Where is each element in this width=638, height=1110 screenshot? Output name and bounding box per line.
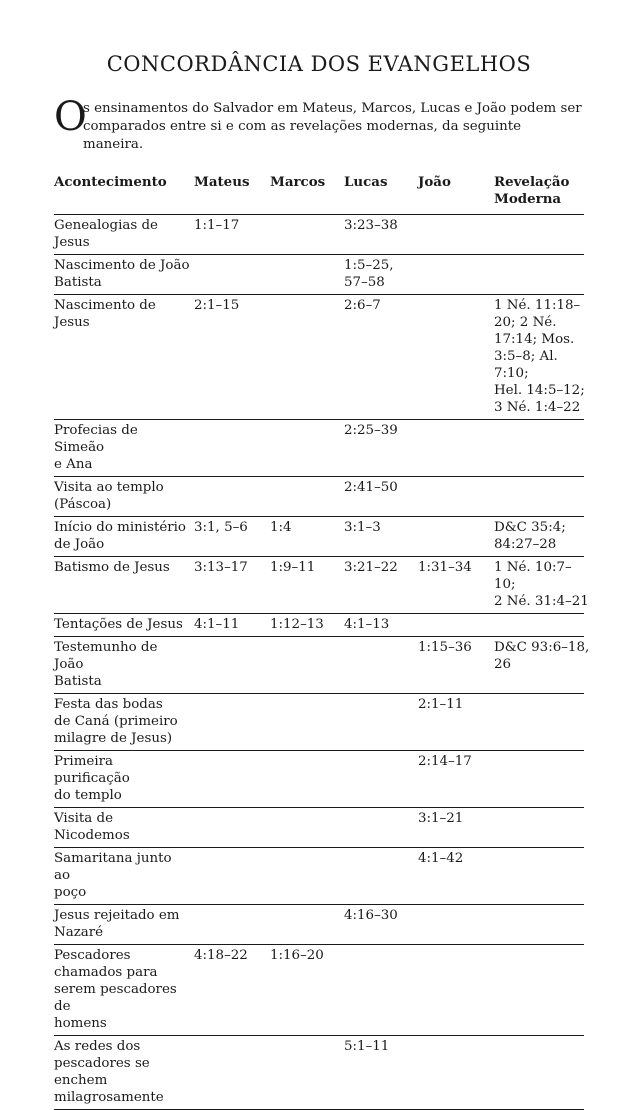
header-joao: João: [418, 174, 451, 190]
header-marcos: Marcos: [270, 174, 326, 190]
cell-acontecimento: Nascimento de Jesus: [54, 298, 156, 330]
cell-revelacao: [494, 850, 592, 901]
cell-marcos: 1:4: [270, 520, 292, 535]
cell-mateus: [194, 907, 270, 941]
cell-revelacao: [494, 616, 592, 633]
table-row: [54, 945, 584, 1036]
cell-mateus: 4:1–11: [194, 617, 240, 632]
table-row: [54, 517, 584, 557]
cell-revelacao: 1 Né. 11:18– 20; 2 Né. 17:14; Mos. 3:5–8; Al. 7:10; Hel. 14:5–12; 3 Né. 1:4–22: [494, 298, 585, 415]
cell-joao: 3:1–21: [418, 811, 464, 826]
cell-lucas: [344, 753, 418, 804]
cell-revelacao: [494, 479, 592, 513]
cell-mateus: 1:1–17: [194, 218, 240, 233]
table-header: [54, 174, 584, 215]
cell-lucas: 2:25–39: [344, 423, 398, 438]
header-revelacao-moderna: Revelação Moderna: [494, 174, 570, 207]
cell-marcos: [270, 257, 344, 291]
cell-lucas: 3:1–3: [344, 520, 381, 535]
cell-lucas: [344, 696, 418, 747]
table-row: [54, 255, 584, 295]
cell-marcos: [270, 696, 344, 747]
table-row: [54, 557, 589, 614]
page: [54, 0, 590, 1110]
cell-acontecimento: Visita de Nicodemos: [54, 811, 130, 843]
table-row: [54, 637, 590, 694]
cell-joao: 1:15–36: [418, 640, 472, 655]
table-row: [54, 477, 584, 517]
cell-marcos: [270, 479, 344, 513]
cell-lucas: 2:6–7: [344, 298, 381, 313]
cell-marcos: [270, 422, 344, 473]
cell-mateus: 3:1, 5–6: [194, 520, 248, 535]
cell-revelacao: [494, 810, 592, 844]
table-row: [54, 808, 584, 848]
cell-acontecimento: Profecias de Simeão e Ana: [54, 423, 138, 472]
cell-joao: [418, 519, 494, 553]
cell-revelacao: D&C 35:4; 84:27–28: [494, 520, 566, 552]
table-row: [54, 1036, 584, 1110]
table-row: [54, 614, 584, 637]
table-row: [54, 751, 584, 808]
cell-lucas: 5:1–11: [344, 1039, 390, 1054]
drop-cap: O: [54, 94, 87, 140]
cell-revelacao: 1 Né. 10:7–10; 2 Né. 31:4–21: [494, 560, 589, 609]
cell-revelacao: [494, 217, 592, 251]
page-title: CONCORDÂNCIA DOS EVANGELHOS: [106, 52, 532, 76]
cell-marcos: [270, 217, 344, 251]
cell-marcos: [270, 850, 344, 901]
cell-mateus: [194, 479, 270, 513]
header-acontecimento: Acontecimento: [54, 174, 167, 190]
table-row: [54, 848, 584, 905]
cell-marcos: [270, 753, 344, 804]
cell-acontecimento: Tentações de Jesus: [54, 617, 183, 632]
cell-acontecimento: Nascimento de João Batista: [54, 258, 190, 290]
cell-marcos: 1:9–11: [270, 560, 316, 575]
cell-joao: 2:14–17: [418, 754, 472, 769]
cell-lucas: 4:16–30: [344, 908, 398, 923]
cell-acontecimento: Testemunho de João Batista: [54, 640, 158, 689]
cell-joao: [418, 257, 494, 291]
cell-acontecimento: Genealogias de Jesus: [54, 218, 158, 250]
cell-joao: [418, 297, 494, 416]
cell-mateus: [194, 422, 270, 473]
cell-lucas: [344, 947, 418, 1032]
cell-joao: [418, 1038, 494, 1106]
cell-revelacao: [494, 1038, 592, 1106]
table-body: [54, 215, 590, 1110]
cell-mateus: [194, 1038, 270, 1106]
cell-acontecimento: Batismo de Jesus: [54, 560, 170, 575]
table-row: [54, 295, 584, 420]
cell-mateus: 3:13–17: [194, 560, 248, 575]
cell-joao: [418, 616, 494, 633]
table-row: [54, 694, 584, 751]
cell-joao: [418, 479, 494, 513]
cell-revelacao: [494, 947, 592, 1032]
cell-acontecimento: Visita ao templo (Páscoa): [54, 480, 164, 512]
cell-revelacao: [494, 422, 592, 473]
cell-acontecimento: Primeira purificação do templo: [54, 754, 130, 803]
cell-acontecimento: Pescadores chamados para serem pescadores de homens: [54, 948, 177, 1031]
cell-joao: [418, 217, 494, 251]
cell-joao: [418, 947, 494, 1032]
cell-lucas: [344, 810, 418, 844]
header-lucas: Lucas: [344, 174, 388, 190]
cell-mateus: [194, 257, 270, 291]
cell-mateus: [194, 696, 270, 747]
cell-mateus: [194, 753, 270, 804]
cell-revelacao: [494, 257, 592, 291]
cell-joao: 1:31–34: [418, 560, 472, 575]
cell-joao: 4:1–42: [418, 851, 464, 866]
cell-marcos: [270, 297, 344, 416]
table-row: [54, 420, 584, 477]
cell-joao: 2:1–11: [418, 697, 464, 712]
cell-lucas: [344, 850, 418, 901]
header-mateus: Mateus: [194, 174, 250, 190]
intro-paragraph: [54, 94, 584, 154]
intro-text: s ensinamentos do Salvador em Mateus, Marcos, Lucas e João podem ser comparados entre si e com as revelações modernas, da seguinte maneira.: [83, 101, 582, 152]
cell-acontecimento: Samaritana junto ao poço: [54, 851, 172, 900]
cell-revelacao: [494, 753, 592, 804]
cell-lucas: 2:41–50: [344, 480, 398, 495]
cell-mateus: 4:18–22: [194, 948, 248, 963]
cell-acontecimento: Festa das bodas de Caná (primeiro milagre de Jesus): [54, 697, 178, 746]
cell-marcos: 1:16–20: [270, 948, 324, 963]
cell-revelacao: [494, 696, 592, 747]
cell-acontecimento: As redes dos pescadores se enchem milagrosamente: [54, 1039, 164, 1105]
cell-marcos: [270, 1038, 344, 1106]
cell-mateus: [194, 810, 270, 844]
cell-joao: [418, 907, 494, 941]
cell-lucas: 3:21–22: [344, 560, 398, 575]
cell-mateus: [194, 639, 270, 690]
cell-lucas: 4:1–13: [344, 617, 390, 632]
cell-marcos: 1:12–13: [270, 617, 324, 632]
cell-joao: [418, 422, 494, 473]
cell-mateus: [194, 850, 270, 901]
cell-revelacao: [494, 907, 592, 941]
cell-mateus: 2:1–15: [194, 298, 240, 313]
cell-acontecimento: Início do ministério de João: [54, 520, 186, 552]
cell-lucas: [344, 639, 418, 690]
cell-lucas: 3:23–38: [344, 218, 398, 233]
cell-lucas: 1:5–25, 57–58: [344, 258, 394, 290]
cell-marcos: [270, 907, 344, 941]
cell-revelacao: D&C 93:6–18, 26: [494, 640, 590, 672]
table-row: [54, 215, 584, 255]
table-row: [54, 905, 584, 945]
cell-marcos: [270, 639, 344, 690]
cell-acontecimento: Jesus rejeitado em Nazaré: [54, 908, 180, 940]
cell-marcos: [270, 810, 344, 844]
